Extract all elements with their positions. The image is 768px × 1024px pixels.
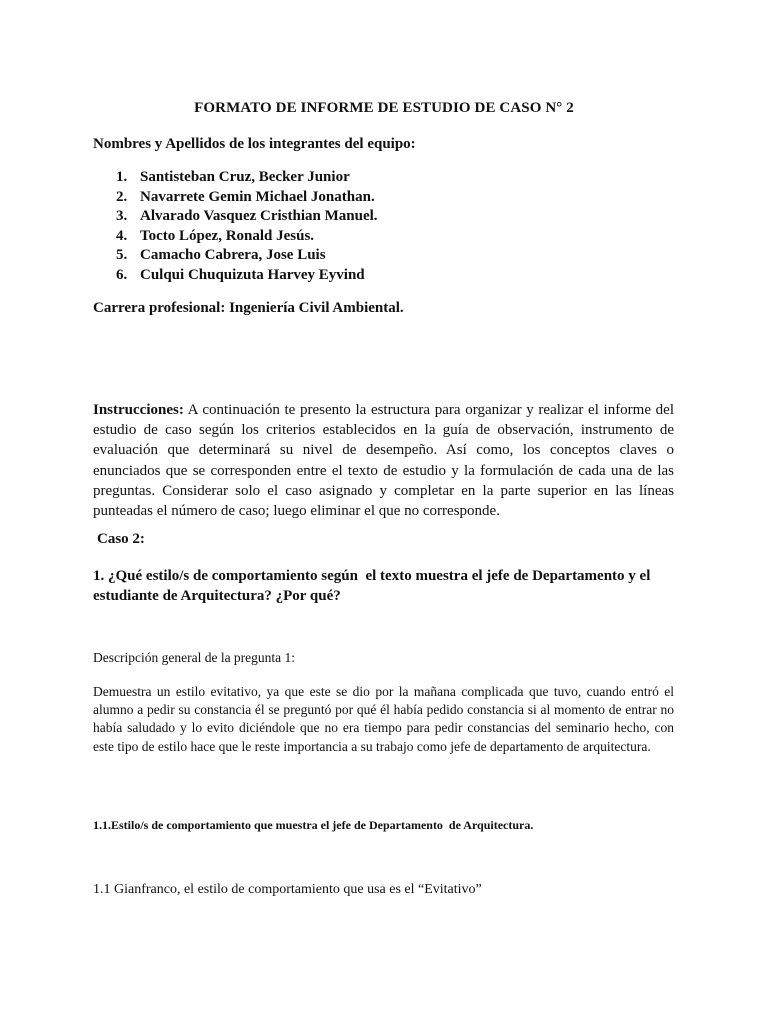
member-item xyxy=(108,188,378,208)
member-item xyxy=(108,168,378,188)
member-name: Santisteban Cruz, Becker Junior xyxy=(140,169,350,185)
instructions-label: Instrucciones: xyxy=(93,402,184,418)
member-name: Camacho Cabrera, Jose Luis xyxy=(140,247,326,264)
member-item xyxy=(108,246,378,266)
case-label: Caso 2: xyxy=(97,531,145,547)
member-name: Culqui Chuquizuta Harvey Eyvind xyxy=(140,266,365,283)
member-number: 5. xyxy=(116,247,128,264)
member-item xyxy=(108,266,378,286)
member-item xyxy=(108,227,378,247)
members-list xyxy=(108,168,378,286)
answer-1-1: 1.1 Gianfranco, el estilo de comportamiento que usa es el “Evitativo” xyxy=(93,882,482,897)
member-name: Tocto López, Ronald Jesús. xyxy=(140,227,315,244)
member-number: 4. xyxy=(116,227,128,244)
member-number: 2. xyxy=(116,188,128,205)
member-number: 6. xyxy=(116,266,128,283)
subheading-1-1: 1.1.Estilo/s de comportamiento que muestra el jefe de Departamento de Arquitectura. xyxy=(93,818,534,832)
document-title: FORMATO DE INFORME DE ESTUDIO DE CASO N° 2 xyxy=(194,100,574,116)
member-name: Navarrete Gemin Michael Jonathan. xyxy=(140,188,375,205)
question-1: 1. ¿Qué estilo/s de comportamiento según el texto muestra el jefe de Departamento y el estudiante de Arquitectura? ¿Por qué? xyxy=(93,568,655,604)
description-label: Descripción general de la pregunta 1: xyxy=(93,650,296,665)
answer-1: Demuestra un estilo evitativo, ya que este se dio por la mañana complicada que tuvo, cuando entró el alumno a pedir su constancia él se preguntó por qué él había pedido constancia si al momento de entrar no había saludado y lo evito diciéndole que no era tiempo para pedir constancias del seminario hecho, con este tipo de estilo hace que le reste importancia a su trabajo como jefe de departamento de arquitectura. xyxy=(93,684,674,754)
members-heading: Nombres y Apellidos de los integrantes del equipo: xyxy=(93,136,416,152)
instructions-paragraph xyxy=(93,400,674,521)
member-number: 3. xyxy=(116,208,128,225)
member-number: 1. xyxy=(116,169,128,185)
member-name: Alvarado Vasquez Cristhian Manuel. xyxy=(140,208,378,225)
member-item xyxy=(108,207,378,227)
instructions-text: A continuación te presento la estructura para organizar y realizar el informe del estudio de caso según los criterios establecidos en la guía de observación, instrumento de evaluación que determinará su nivel de desempeño. Así como, los conceptos claves o enunciados que se corresponden entre el texto de estudio y la formulación de cada una de las preguntas. Considerar solo el caso asignado y completar en la parte superior en las líneas punteadas el número de caso; luego eliminar el que no corresponde. xyxy=(93,402,674,520)
career-line: Carrera profesional: Ingeniería Civil Ambiental. xyxy=(93,300,404,316)
